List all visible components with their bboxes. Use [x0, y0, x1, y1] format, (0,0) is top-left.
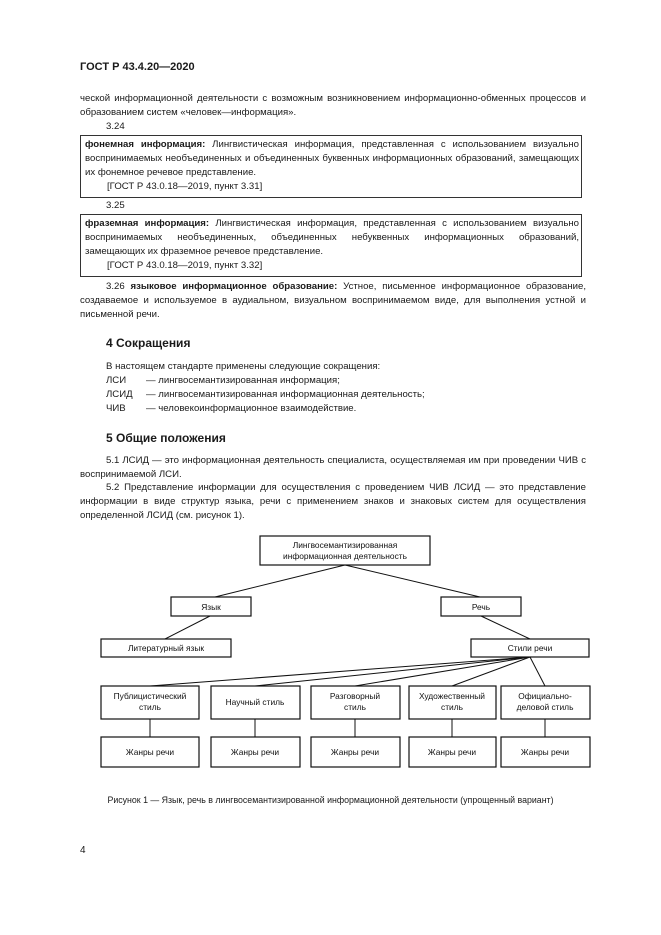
genre-label: Жанры речи [230, 747, 280, 757]
style-label-scientific: Научный стиль [225, 697, 285, 707]
abbreviation-key: ЧИВ [106, 403, 126, 414]
connector-root-speech [345, 565, 480, 597]
connector-speech-styles [481, 616, 530, 639]
term-324-number: 3.24 [106, 121, 125, 132]
document-header: ГОСТ Р 43.4.20—2020 [80, 61, 195, 73]
term-325-source: [ГОСТ Р 43.0.18—2019, пункт 3.32] [107, 260, 263, 271]
style-label-artistic-1: Художественный [418, 691, 486, 701]
abbreviation-text: — лингвосемантизированная информация; [146, 375, 340, 386]
style-label-official-2: деловой стиль [516, 702, 574, 712]
language-label: Язык [201, 602, 221, 612]
speech-styles-label: Стили речи [507, 643, 553, 653]
style-label-colloquial-2: стиль [344, 702, 366, 712]
connector-styles-colloquial [355, 657, 530, 686]
page-number: 4 [80, 845, 86, 856]
style-label-publicistic-2: стиль [139, 702, 161, 712]
connector-styles-publicistic [150, 657, 530, 686]
section-5-1-paragraph: 5.1 ЛСИД — это информационная деятельность специалиста, осуществляемая им при проведении ЧИВ с воспринимаемой ЛСИ. [80, 455, 586, 480]
abbreviations-intro: В настоящем стандарте применены следующие сокращения: [106, 361, 381, 372]
section-5-2-paragraph: 5.2 Представление информации для осуществления с проведением ЧИВ ЛСИД — это представление информации в виде структур языка, речи с применением знаков и знаковых систем для осуществления определенной ЛСИД (см. рисунок 1). [80, 482, 586, 521]
connector-language-literary [165, 616, 210, 639]
abbreviation-key: ЛСИД [106, 389, 133, 400]
abbreviation-text: — человекоинформационное взаимодействие. [146, 403, 357, 414]
figure-caption: Рисунок 1 — Язык, речь в лингвосемантизированной информационной деятельности (упрощенный вариант) [107, 795, 554, 805]
term-326-term: языковое информационное образование: [130, 281, 338, 292]
term-326-number: 3.26 [106, 281, 125, 292]
term-326-definition: Устное, письменное информационное образование, создаваемое и используемое в аудиальном, визуальном воспринимаемом виде, для выполнения устной и письменной речи. [80, 281, 586, 320]
abbreviation-key: ЛСИ [106, 375, 127, 386]
genre-label: Жанры речи [520, 747, 570, 757]
section-5-title: 5 Общие положения [106, 431, 226, 445]
connector-root-language [215, 565, 345, 597]
style-label-artistic-2: стиль [441, 702, 463, 712]
term-325-number: 3.25 [106, 200, 125, 211]
literary-language-label: Литературный язык [127, 643, 205, 653]
root-label-line-1: Лингвосемантизированная [292, 540, 398, 550]
style-label-colloquial-1: Разговорный [329, 691, 381, 701]
section-4-title: 4 Сокращения [106, 336, 191, 350]
connector-styles-official [530, 657, 545, 686]
intro-paragraph: ческой информационной деятельности с возможным возникновением информационно-обменных процессов и образованием систем «человек—информация». [80, 93, 586, 118]
genre-label: Жанры речи [330, 747, 380, 757]
abbreviation-text: — лингвосемантизированная информационная деятельность; [146, 389, 425, 400]
term-324-source: [ГОСТ Р 43.0.18—2019, пункт 3.31] [107, 181, 263, 192]
genre-label: Жанры речи [125, 747, 175, 757]
connector-styles-scientific [255, 657, 530, 686]
speech-label: Речь [471, 602, 491, 612]
root-label-line-2: информационная деятельность [283, 551, 407, 561]
style-label-publicistic-1: Публицистический [113, 691, 187, 701]
term-325-term: фраземная информация: [85, 218, 210, 229]
term-324-term: фонемная информация: [85, 139, 206, 150]
genre-label: Жанры речи [427, 747, 477, 757]
style-label-official-1: Официально- [518, 691, 572, 701]
term-325-definition: Лингвистическая информация, представленная с использованием визуально воспринимаемых необъединенных, объединенных небуквенных информационных образований, замещающих их фраземное речевое представление. [85, 218, 580, 257]
term-324-definition: Лингвистическая информация, представленная с использованием визуально воспринимаемых необъединенных и объединенных буквенных информационных образований, замещающих их фонемное речевое представление. [85, 139, 580, 178]
